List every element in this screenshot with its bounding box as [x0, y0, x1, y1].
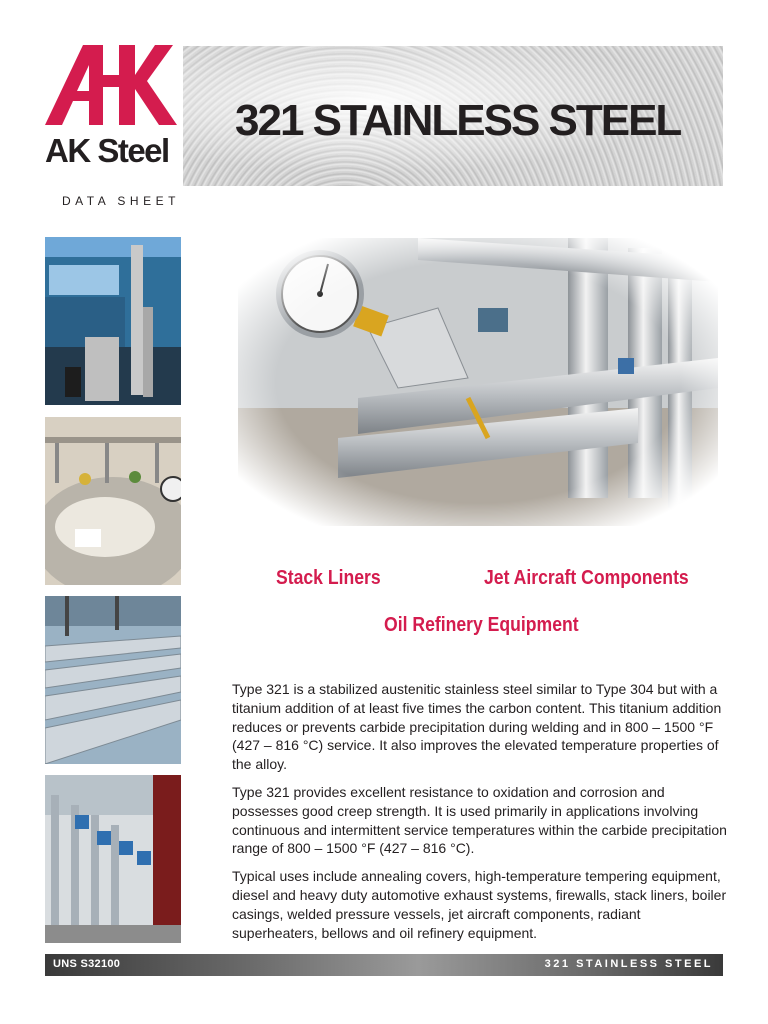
- steel-piping-gauge-photo: [238, 238, 718, 526]
- footer-bar: [45, 954, 723, 976]
- ak-logo-mark-icon: [45, 45, 185, 130]
- description-paragraph-3: Typical uses include annealing covers, high-temperature tempering equipment, diesel and heavy duty automotive exhaust systems, firewalls, stack liners, boiler casings, welded pressure vessels, jet aircraft components, radiant superheaters, bellows and oil refinery equipment.: [232, 868, 727, 941]
- plant-equipment-photo: [45, 775, 181, 943]
- logo-wordmark: AK Steel: [45, 132, 169, 169]
- description-paragraph-2: Type 321 provides excellent resistance to oxidation and corrosion and possesses good creep strength. It is used primarily in applications involving continuous and intermittent service temperatures within the carbide precipitation range of 800 – 1500 °F (427 – 816 °C).: [232, 783, 727, 857]
- description: [232, 680, 727, 951]
- truck-exhaust-photo: [45, 237, 181, 405]
- uns-number: UNS S32100: [53, 958, 121, 970]
- callout-oil-refinery: Oil Refinery Equipment: [384, 614, 579, 636]
- data-sheet-label: DATA SHEET: [62, 194, 180, 208]
- description-paragraph-1: Type 321 is a stabilized austenitic stainless steel similar to Type 304 but with a titanium addition of at least five times the carbon content. This titanium addition reduces or prevents carbide precipitation during welding and in 800 – 1500 °F (427 – 816 °C) service. It also improves the elevated temperature properties of the alloy.: [232, 681, 722, 773]
- callout-stack-liners: Stack Liners: [276, 567, 381, 589]
- refinery-pipes-photo: [45, 596, 181, 764]
- footer-product-name: 321 STAINLESS STEEL: [544, 958, 713, 970]
- title-banner: [183, 46, 723, 186]
- callout-jet-aircraft: Jet Aircraft Components: [484, 567, 689, 589]
- pressure-vessel-photo: [45, 417, 181, 585]
- page-title: 321 STAINLESS STEEL: [235, 96, 681, 145]
